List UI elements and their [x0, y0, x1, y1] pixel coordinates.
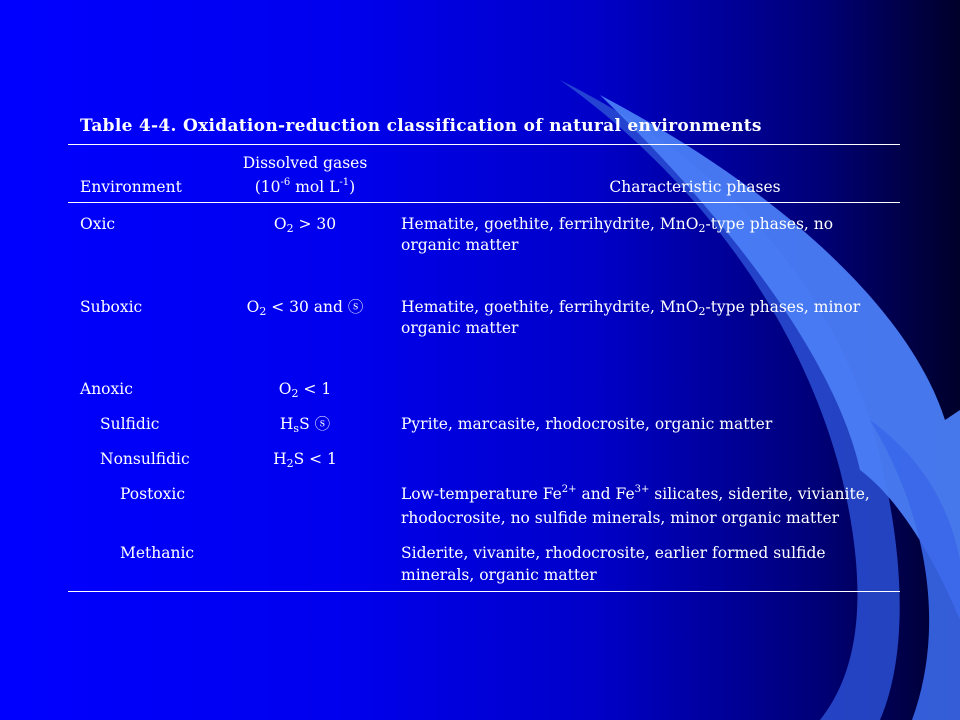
row-sulfidic-environment: Sulfidic [100, 415, 160, 433]
row-postoxic-phases-line1 [401, 484, 870, 507]
row-suboxic-phases-line1 [401, 297, 860, 319]
row-postoxic-environment: Postoxic [120, 485, 186, 503]
row-oxic-phases-sub: 2 [698, 222, 706, 235]
row-anoxic-gas-a: O [278, 380, 292, 398]
row-nonsulfidic-environment: Nonsulfidic [100, 450, 190, 468]
row-postoxic-phases-a: Low-temperature Fe [401, 485, 562, 503]
row-suboxic-symbol-icon: ⓢ [347, 298, 364, 316]
row-nonsulfidic-gas-b: S < 1 [293, 450, 337, 468]
row-nonsulfidic-gas-a: H [273, 450, 287, 468]
row-suboxic-phases-line2: organic matter [401, 319, 519, 337]
header-dissolved-gases: Dissolved gases [242, 154, 368, 172]
row-oxic-phases-b: -type phases, no [705, 215, 834, 233]
row-suboxic-gas-sub: 2 [259, 305, 267, 318]
row-methanic-environment: Methanic [120, 544, 195, 562]
gas-units-exp2: -1 [339, 177, 350, 188]
row-sulfidic-phases: Pyrite, marcasite, rhodocrosite, organic matter [401, 415, 773, 433]
row-anoxic-gas [225, 379, 385, 401]
gas-units-close: ) [349, 178, 356, 196]
row-postoxic-phases-line2: rhodocrosite, no sulfide minerals, minor organic matter [401, 509, 840, 527]
row-suboxic-gas-a: O [246, 298, 260, 316]
swoosh-light-band [600, 95, 960, 620]
row-suboxic-gas [225, 297, 385, 319]
row-sulfidic-gas-sub: s [293, 422, 300, 435]
row-postoxic-phases-sup1: 2+ [561, 484, 577, 495]
header-characteristic-phases: Characteristic phases [609, 178, 781, 196]
bottom-rule [68, 591, 900, 592]
row-suboxic-phases-a: Hematite, goethite, ferrihydrite, MnO [401, 298, 699, 316]
row-anoxic-environment: Anoxic [80, 380, 133, 398]
table-title: Table 4-4. Oxidation-reduction classification of natural environments [80, 116, 762, 136]
row-anoxic-gas-b: < 1 [298, 380, 332, 398]
row-oxic-phases-line2: organic matter [401, 236, 519, 254]
row-oxic-environment: Oxic [80, 215, 116, 233]
row-sulfidic-gas [225, 414, 385, 436]
header-gas-units [225, 177, 385, 200]
row-nonsulfidic-gas-sub: 2 [286, 457, 294, 470]
row-sulfidic-symbol-icon: ⓢ [314, 415, 331, 433]
title-rule [68, 144, 900, 145]
row-oxic-gas-a: O [273, 215, 287, 233]
row-methanic-phases-line1: Siderite, vivanite, rhodocrosite, earlier formed sulfide [401, 544, 826, 562]
row-oxic-phases-line1 [401, 214, 833, 236]
row-postoxic-phases-sup2: 3+ [634, 484, 650, 495]
row-oxic-gas-b: > 30 [293, 215, 337, 233]
row-suboxic-environment: Suboxic [80, 298, 143, 316]
row-oxic-phases-a: Hematite, goethite, ferrihydrite, MnO [401, 215, 699, 233]
row-nonsulfidic-gas [225, 449, 385, 471]
gas-units-open: (10 [254, 178, 281, 196]
row-anoxic-gas-sub: 2 [291, 387, 299, 400]
row-suboxic-phases-sub: 2 [698, 305, 706, 318]
row-postoxic-phases-b: and Fe [576, 485, 635, 503]
row-sulfidic-gas-b: S [299, 415, 315, 433]
row-sulfidic-gas-a: H [279, 415, 294, 433]
row-suboxic-gas-b: < 30 and [266, 298, 348, 316]
gas-units-exp1: -6 [280, 177, 291, 188]
row-oxic-gas [225, 214, 385, 236]
row-suboxic-phases-b: -type phases, minor [705, 298, 861, 316]
row-methanic-phases-line2: minerals, organic matter [401, 566, 597, 584]
row-oxic-gas-sub: 2 [286, 222, 294, 235]
header-environment: Environment [80, 178, 182, 196]
gas-units-mid: mol L [290, 178, 340, 196]
row-postoxic-phases-c: silicates, siderite, vivianite, [649, 485, 870, 503]
header-rule [68, 202, 900, 203]
